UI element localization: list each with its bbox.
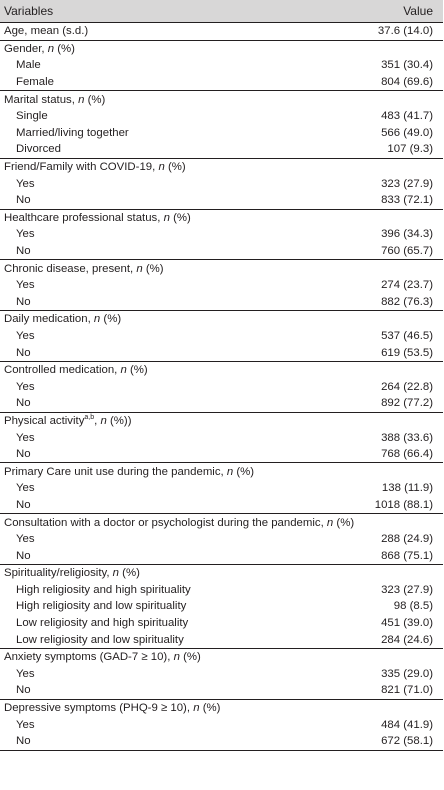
table-row xyxy=(0,716,443,733)
table-row xyxy=(0,57,443,74)
footnote-marker: a,b xyxy=(84,414,95,422)
table-row xyxy=(0,277,443,294)
table-row xyxy=(0,480,443,497)
row-value: 388 (33.6) xyxy=(381,431,433,444)
row-value: 323 (27.9) xyxy=(381,583,433,596)
table-row-category xyxy=(0,259,443,277)
table-row-category xyxy=(0,40,443,58)
table-row xyxy=(0,429,443,446)
table-row xyxy=(0,108,443,125)
row-label: Consultation with a doctor or psychologist during the pandemic, n (%) xyxy=(4,516,355,529)
header-variables: Variables xyxy=(4,4,54,18)
row-label: Marital status, n (%) xyxy=(4,93,106,106)
table-row xyxy=(0,74,443,91)
row-label: Divorced xyxy=(16,143,61,156)
row-label: No xyxy=(16,684,31,697)
header-value: Value xyxy=(403,4,433,18)
row-label: Chronic disease, present, n (%) xyxy=(4,262,164,275)
row-value: 672 (58.1) xyxy=(381,735,433,748)
row-value: 804 (69.6) xyxy=(381,76,433,89)
row-label: Yes xyxy=(16,380,35,393)
table-row xyxy=(0,378,443,395)
row-value: 882 (76.3) xyxy=(381,295,433,308)
row-label: Gender, n (%) xyxy=(4,42,75,55)
table-row-category xyxy=(0,23,443,40)
table-row xyxy=(0,192,443,209)
table-row xyxy=(0,547,443,564)
row-value: 98 (8.5) xyxy=(393,600,433,613)
row-value: 107 (9.3) xyxy=(387,143,433,156)
row-label: Depressive symptoms (PHQ-9 ≥ 10), n (%) xyxy=(4,702,221,715)
table-row xyxy=(0,243,443,260)
table-row-category xyxy=(0,513,443,531)
row-value: 351 (30.4) xyxy=(381,59,433,72)
table-row xyxy=(0,344,443,361)
row-label: Spirituality/religiosity, n (%) xyxy=(4,567,140,580)
row-label: No xyxy=(16,346,31,359)
table-row xyxy=(0,175,443,192)
row-label: No xyxy=(16,498,31,511)
row-label: No xyxy=(16,194,31,207)
row-label: Yes xyxy=(16,329,35,342)
row-value: 284 (24.6) xyxy=(381,633,433,646)
row-label: Yes xyxy=(16,718,35,731)
table-row xyxy=(0,631,443,648)
row-value: 288 (24.9) xyxy=(381,533,433,546)
row-label: Age, mean (s.d.) xyxy=(4,25,89,38)
row-label: Married/living together xyxy=(16,126,129,139)
row-value: 537 (46.5) xyxy=(381,329,433,342)
row-value: 760 (65.7) xyxy=(381,245,433,258)
row-value: 264 (22.8) xyxy=(381,380,433,393)
table-body xyxy=(0,23,443,750)
row-label: Female xyxy=(16,76,54,89)
bottom-rule xyxy=(0,750,443,751)
row-label: No xyxy=(16,735,31,748)
table-row xyxy=(0,582,443,599)
row-value: 37.6 (14.0) xyxy=(377,25,433,38)
row-value: 484 (41.9) xyxy=(381,718,433,731)
table-row xyxy=(0,446,443,463)
table-row-category xyxy=(0,699,443,717)
row-value: 892 (77.2) xyxy=(381,397,433,410)
table-header xyxy=(0,0,443,23)
table-row xyxy=(0,328,443,345)
table-row xyxy=(0,395,443,412)
table-row-category xyxy=(0,564,443,582)
row-label: High religiosity and low spirituality xyxy=(16,600,187,613)
table-row xyxy=(0,615,443,632)
row-label: Physical activity$^{a,b}$, n (%)) xyxy=(4,414,132,427)
table-row-category xyxy=(0,209,443,227)
row-label: Yes xyxy=(16,228,35,241)
row-label: Yes xyxy=(16,279,35,292)
row-label: High religiosity and high spirituality xyxy=(16,583,191,596)
row-label: Yes xyxy=(16,177,35,190)
table-row xyxy=(0,125,443,142)
table-row xyxy=(0,733,443,750)
row-value: 138 (11.9) xyxy=(381,482,433,495)
row-label: Controlled medication, n (%) xyxy=(4,364,148,377)
row-value: 833 (72.1) xyxy=(381,194,433,207)
table-row-category xyxy=(0,90,443,108)
row-label: Male xyxy=(16,59,41,72)
row-value: 868 (75.1) xyxy=(381,549,433,562)
row-label: Low religiosity and high spirituality xyxy=(16,617,189,630)
row-label: No xyxy=(16,448,31,461)
table-row-category xyxy=(0,310,443,328)
row-label: Yes xyxy=(16,533,35,546)
row-label: Friend/Family with COVID-19, n (%) xyxy=(4,161,186,174)
table-row-category xyxy=(0,361,443,379)
row-value: 768 (66.4) xyxy=(381,448,433,461)
row-label: Daily medication, n (%) xyxy=(4,313,122,326)
table-row xyxy=(0,294,443,311)
row-label: Yes xyxy=(16,667,35,680)
table-row-category xyxy=(0,648,443,666)
table-row xyxy=(0,141,443,158)
table-row-category xyxy=(0,158,443,176)
table-row xyxy=(0,497,443,514)
row-value: 335 (29.0) xyxy=(381,667,433,680)
row-label: Low religiosity and low spirituality xyxy=(16,633,184,646)
row-label: Yes xyxy=(16,431,35,444)
row-label: No xyxy=(16,295,31,308)
row-label: No xyxy=(16,549,31,562)
row-label: Anxiety symptoms (GAD-7 ≥ 10), n (%) xyxy=(4,651,201,664)
row-value: 451 (39.0) xyxy=(381,617,433,630)
table-row-category xyxy=(0,462,443,480)
row-value: 274 (23.7) xyxy=(381,279,433,292)
table-row xyxy=(0,226,443,243)
row-label: Healthcare professional status, n (%) xyxy=(4,211,191,224)
row-value: 323 (27.9) xyxy=(381,177,433,190)
table-row xyxy=(0,531,443,548)
row-label: No xyxy=(16,397,31,410)
row-label: Primary Care unit use during the pandemic, n (%) xyxy=(4,465,255,478)
table-row xyxy=(0,666,443,683)
row-value: 396 (34.3) xyxy=(381,228,433,241)
row-label: Single xyxy=(16,110,48,123)
row-value: 821 (71.0) xyxy=(381,684,433,697)
row-value: 483 (41.7) xyxy=(381,110,433,123)
row-value: 1018 (88.1) xyxy=(374,498,433,511)
row-value: 619 (53.5) xyxy=(381,346,433,359)
table-row xyxy=(0,598,443,615)
table-row-category xyxy=(0,412,443,430)
row-value: 566 (49.0) xyxy=(381,126,433,139)
row-label: No xyxy=(16,245,31,258)
table-row xyxy=(0,682,443,699)
row-label: Yes xyxy=(16,482,35,495)
